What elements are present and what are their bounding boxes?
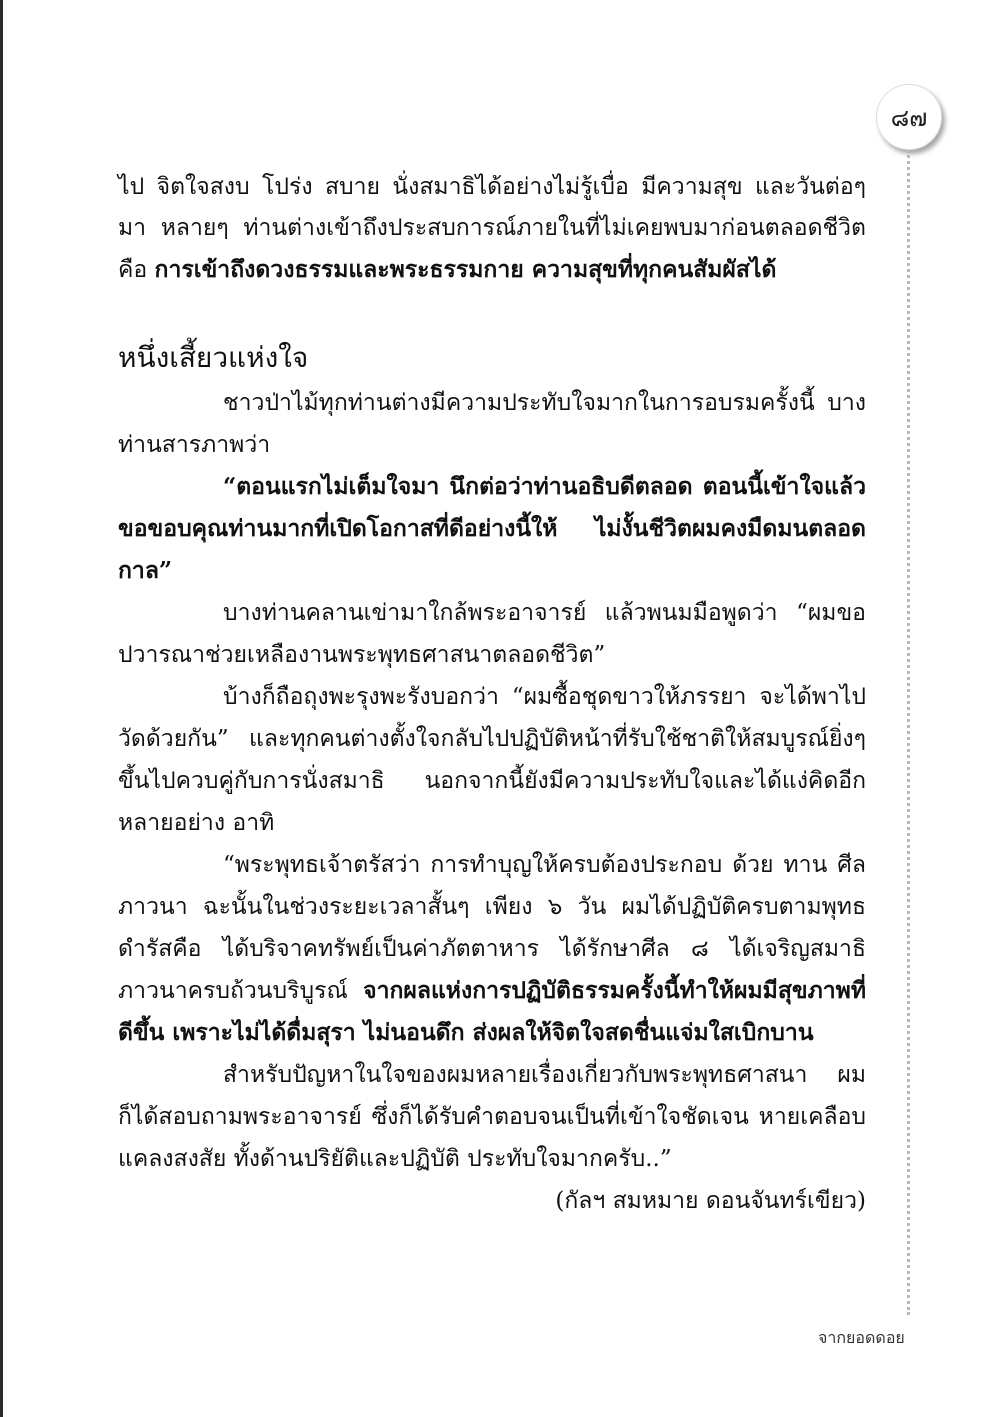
intro-text — [118, 167, 866, 291]
section-heading: หนึ่งเสี้ยวแห่งใจ — [118, 341, 309, 374]
body-text — [118, 382, 866, 1222]
left-border-line — [0, 0, 3, 1417]
paragraph-5 — [118, 844, 866, 1054]
paragraph-6: สำหรับปัญหาในใจของผมหลายเรื่องเกี่ยวกับพระพุทธศาสนา ผมก็ได้สอบถามพระอาจารย์ ซึ่งก็ได้รับคำตอบจนเป็นที่เข้าใจชัดเจน หายเคลือบแคลงสงสัย ทั้งด้านปริยัติและปฏิบัติ ประทับใจมากครับ..” — [118, 1062, 866, 1172]
paragraph-5-normal: “พระพุทธเจ้าตรัสว่า การทำบุญให้ครบต้องประกอบ ด้วย ทาน ศีล ภาวนา ฉะนั้นในช่วงระยะเวลาสั้นๆ เพียง ๖ วัน ผมได้ปฏิบัติครบตามพุทธดำรัสคือ ได้บริจาคทรัพย์เป็นค่าภัตตาหาร ได้รักษาศีล ๘ ได้เจริญสมาธิภาวนาครบถ้วนบริบูรณ์ — [118, 852, 866, 1004]
paragraph-3: บางท่านคลานเข่ามาใกล้พระอาจารย์ แล้วพนมมือพูดว่า “ผมขอปวารณาช่วยเหลืองานพระพุทธศาสนาตลอดชีวิต” — [118, 600, 866, 668]
dotted-margin-rule — [907, 150, 910, 1315]
intro-normal-text: ไป จิตใจสงบ โปร่ง สบาย นั่งสมาธิได้อย่างไม่รู้เบื่อ มีความสุข และวันต่อๆ มา หลายๆ ท่านต่างเข้าถึงประสบการณ์ภายในที่ไม่เคยพบมาก่อนตลอดชีวิตคือ — [118, 174, 866, 283]
intro-bold-text: การเข้าถึงดวงธรรมและพระธรรมกาย ความสุขที่ทุกคนสัมผัสได้ — [154, 256, 777, 283]
footer-label: จากยอดดอย — [818, 1328, 905, 1347]
paragraph-5-bold: จากผลแห่งการปฏิบัติธรรมครั้งนี้ทำให้ผมมีสุขภาพที่ดีขึ้น เพราะไม่ได้ดื่มสุรา ไม่นอนดึก ส่งผลให้จิตใจสดชื่นแจ่มใสเบิกบาน — [118, 977, 866, 1046]
paragraph-2-quote: “ตอนแรกไม่เต็มใจมา นึกต่อว่าท่านอธิบดีตลอด ตอนนี้เข้าใจแล้ว ขอขอบคุณท่านมากที่เปิดโอกาสที่ดีอย่างนี้ให้ ไม่งั้นชีวิตผมคงมืดมนตลอดกาล” — [118, 473, 866, 584]
page-number: ๘๗ — [890, 103, 928, 132]
paragraph-1: ชาวป่าไม้ทุกท่านต่างมีความประทับใจมากในการอบรมครั้งนี้ บางท่านสารภาพว่า — [118, 390, 866, 458]
page-number-badge — [876, 84, 942, 150]
paragraph-4: บ้างก็ถือถุงพะรุงพะรังบอกว่า “ผมซื้อชุดขาวให้ภรรยา จะได้พาไปวัดด้วยกัน” และทุกคนต่างตั้งใจกลับไปปฏิบัติหน้าที่รับใช้ชาติให้สมบูรณ์ยิ่งๆ ขึ้นไปควบคู่กับการนั่งสมาธิ นอกจากนี้ยังมีความประทับใจและได้แง่คิดอีกหลายอย่าง อาทิ — [118, 684, 866, 836]
signature: (กัลฯ สมหมาย ดอนจันทร์เขียว) — [555, 1188, 866, 1214]
